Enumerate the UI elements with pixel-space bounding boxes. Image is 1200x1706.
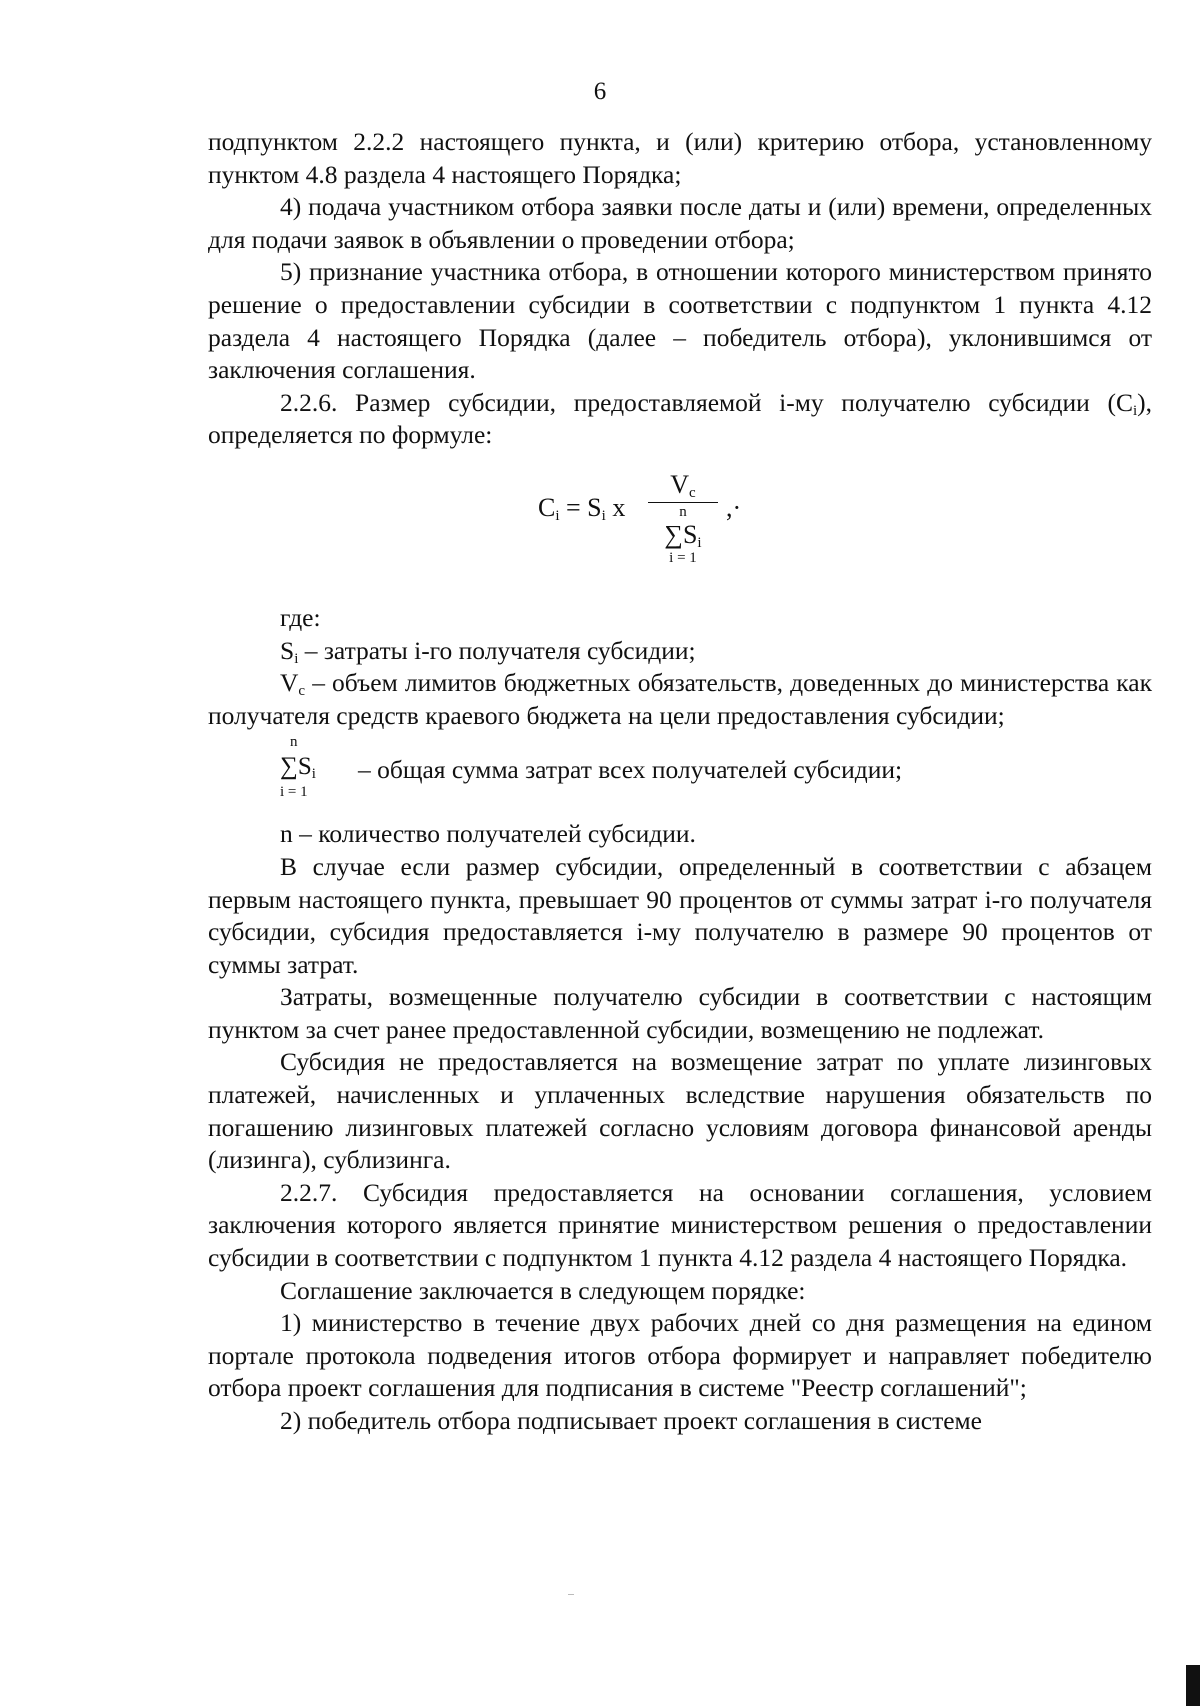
definition-sum — [208, 732, 1152, 818]
paragraph-2-2-6-text: 2.2.6. Размер субсидии, предоставляемой i-му получателю субсидии — [280, 387, 1090, 417]
paragraph-item-5: 5) признание участника отбора, в отношении которого министерством принято решение о предоставлении субсидии в соответствии с подпунктом 1 пункта 4.12 раздела 4 настоящего Порядка (далее – победитель отбора), уклонившимся от заключения соглашения. — [208, 257, 1152, 385]
formula-tick: · — [732, 492, 742, 522]
paragraph-reimbursed-costs: Затраты, возмещенные получателю субсидии в соответствии с настоящим пунктом за счет ранее предоставленной субсидии, возмещению не подлежат. — [208, 982, 1152, 1044]
formula-numerator — [648, 470, 718, 500]
definition-sum-sub: i — [311, 766, 316, 783]
formula-sum-symbol: ∑S — [664, 519, 698, 549]
paragraph-leasing: Субсидия не предоставляется на возмещение затрат по уплате лизинговых платежей, начисленных и уплаченных вследствие нарушения обязательств по погашению лизинговых платежей согласно условиям договора финансовой аренды (лизинга), сублизинга. — [208, 1047, 1152, 1175]
formula-fraction — [648, 470, 718, 567]
subsidy-formula-block — [208, 452, 1152, 602]
paragraph-agreement-order: Соглашение заключается в следующем порядке: — [280, 1275, 806, 1305]
definition-vc-text: – объем лимитов бюджетных обязательств, доведенных до министерства как получателя средств краевого бюджета на цели предоставления субсидии; — [208, 668, 1152, 730]
formula-v-sub: c — [689, 484, 696, 501]
document-body — [208, 126, 1152, 1438]
formula-equals-s: = S — [559, 492, 602, 522]
definition-si-sub: i — [294, 650, 299, 667]
formula-times: x — [605, 492, 626, 522]
paragraph-90-percent: В случае если размер субсидии, определенный в соответствии с абзацем первым настоящего пункта, превышает 90 процентов от суммы затрат i-го получателя субсидии, субсидия предоставляется i-му получателю в размере 90 процентов от суммы затрат. — [208, 851, 1152, 979]
definition-si — [208, 635, 1152, 668]
definition-vc — [208, 667, 1152, 732]
paragraph-2-2-6-ci-sub: i — [1132, 402, 1138, 419]
definition-n: n – количество получателей субсидии. — [280, 819, 696, 849]
definition-vc-sub: c — [298, 683, 306, 700]
paragraph-item-4: 4) подача участником отбора заявки после даты и (или) времени, определенных для подачи заявок в объявлении о проведении отбора; — [208, 192, 1152, 254]
scan-edge-mark — [1186, 1665, 1200, 1706]
paragraph-2-2-6-tail: ), определяется по формуле: — [208, 387, 1153, 450]
paragraph-2-2-7: 2.2.7. Субсидия предоставляется на основании соглашения, условием заключения которого является принятие министерством решения о предоставлении субсидии в соответствии с подпунктом 1 пункта 4.12 раздела 4 настоящего Порядка. — [208, 1177, 1152, 1273]
formula-s-sub: i — [601, 507, 606, 524]
definition-sum-symbol: ∑S — [280, 753, 312, 781]
definition-sum-upper: n — [290, 734, 298, 751]
definition-sum-notation — [280, 732, 330, 802]
paragraph-2-2-6 — [208, 387, 1152, 452]
definition-sum-lower: i = 1 — [280, 784, 308, 801]
paragraph-2-2-6-ci-open: (C — [1107, 387, 1133, 417]
formula-c-sub: i — [555, 507, 560, 524]
formula-v: V — [670, 469, 690, 499]
where-label: где: — [280, 602, 321, 632]
page-number: 6 — [593, 78, 607, 105]
definition-si-text: – затраты i-го получателя субсидии; — [298, 635, 696, 665]
definition-vc-symbol: V — [280, 668, 299, 698]
scan-speck — [568, 1594, 574, 1595]
paragraph-step-2: 2) победитель отбора подписывает проект соглашения в системе — [280, 1406, 982, 1435]
definition-sum-text: – общая сумма затрат всех получателей субсидии; — [358, 755, 903, 785]
formula-c: C — [538, 492, 556, 522]
definition-sum-body — [280, 752, 330, 782]
definition-si-symbol: S — [280, 635, 295, 665]
formula-trailing — [726, 492, 741, 525]
formula-lhs — [538, 492, 625, 525]
formula-sum — [648, 521, 718, 549]
paragraph-step-1: 1) министерство в течение двух рабочих дней со дня размещения на едином портале протокола подведения итогов отбора формирует и направляет победителю отбора проект соглашения для подписания в системе "Реестр соглашений"; — [208, 1308, 1152, 1403]
formula-sum-sub: i — [697, 534, 702, 551]
paragraph-continuation: подпунктом 2.2.2 настоящего пункта, и (или) критерию отбора, установленному пунктом 4.8 раздела 4 настоящего Порядка; — [208, 127, 1152, 189]
formula-comma: , — [726, 492, 733, 522]
formula-sum-lower: i = 1 — [669, 549, 697, 566]
formula-sum-upper: n — [679, 503, 687, 520]
